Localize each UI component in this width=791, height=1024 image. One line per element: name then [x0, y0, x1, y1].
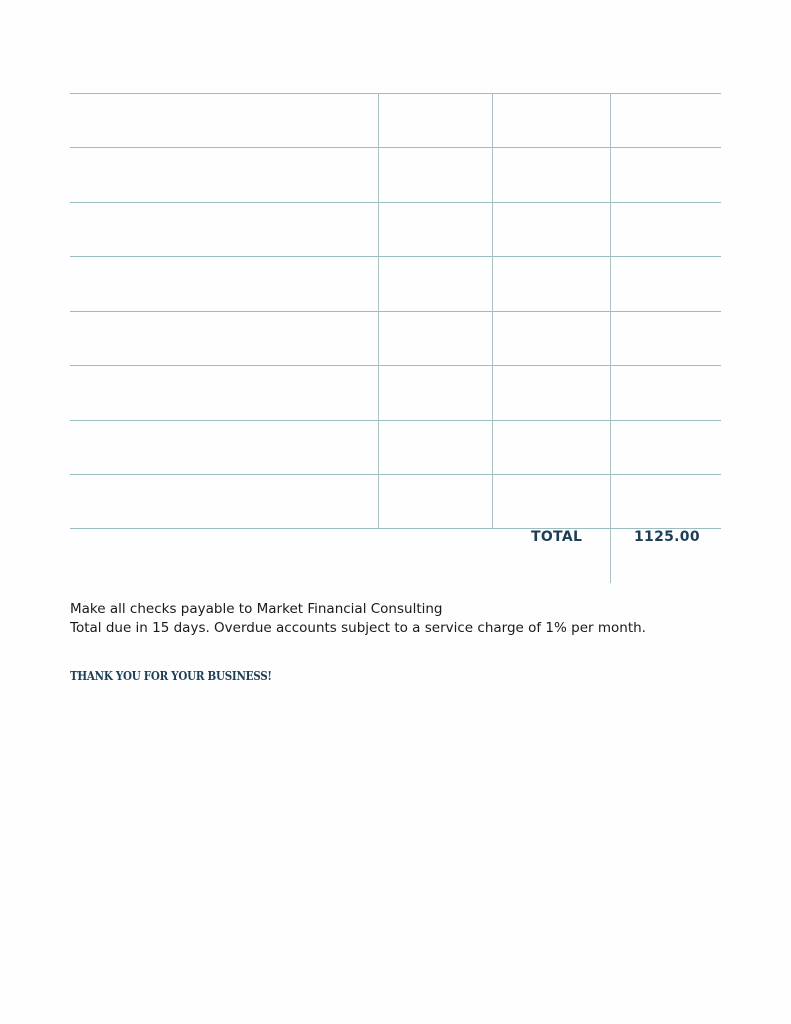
table-rule: [70, 256, 721, 257]
table-rule: [70, 528, 721, 529]
table-rule: [70, 202, 721, 203]
column-divider: [492, 93, 493, 528]
table-rule: [70, 93, 721, 94]
thank-you-message: THANK YOU FOR YOUR BUSINESS!: [70, 669, 272, 683]
payable-note: Make all checks payable to Market Financial Consulting: [70, 601, 443, 617]
table-rule: [70, 147, 721, 148]
table-rule: [70, 311, 721, 312]
column-divider: [610, 93, 611, 583]
terms-note: Total due in 15 days. Overdue accounts subject to a service charge of 1% per month.: [70, 620, 646, 636]
total-label: TOTAL: [531, 529, 583, 545]
column-divider: [378, 93, 379, 528]
total-value: 1125.00: [634, 529, 700, 545]
table-rule: [70, 365, 721, 366]
table-rule: [70, 420, 721, 421]
table-rule: [70, 474, 721, 475]
